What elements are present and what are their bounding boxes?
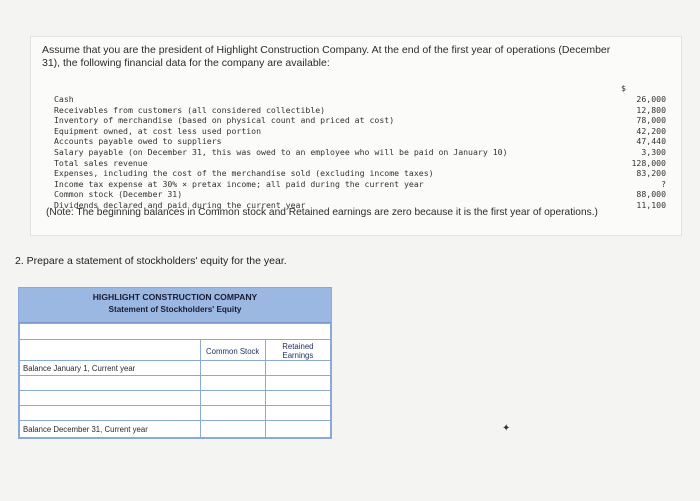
- row-label-input[interactable]: [20, 391, 201, 406]
- currency-symbol: $: [621, 83, 626, 93]
- list-item: Common stock (December 31) 88,000: [54, 189, 666, 200]
- col-header-retained-earnings: Retained Earnings: [265, 340, 330, 361]
- table-row: [20, 391, 331, 406]
- mouse-cursor-icon: ✦: [502, 423, 511, 434]
- list-item: Receivables from customers (all considered collectible) 12,800: [54, 104, 666, 115]
- table-row: [20, 324, 331, 340]
- note-text: (Note: The beginning balances in Common stock and Retained earnings are zero because it is the first year of operations.): [46, 207, 598, 218]
- list-item: Equipment owned, at cost less used portion 42,200: [54, 125, 666, 136]
- list-item: Dividends declared and paid during the current year 11,100: [54, 199, 666, 210]
- heading-input-cell[interactable]: [20, 324, 331, 340]
- table-row: [20, 421, 331, 438]
- col-header-common-stock: Common Stock: [200, 340, 265, 361]
- list-item: Inventory of merchandise (based on physical count and priced at cost) 78,000: [54, 115, 666, 126]
- problem-intro: Assume that you are the president of Highlight Construction Company. At the end of the first year of operations (December 31), the following financial data for the company are available:: [42, 44, 611, 69]
- common-stock-input[interactable]: [200, 406, 265, 421]
- retained-earnings-begin-input[interactable]: [265, 361, 330, 376]
- statement-header: [19, 288, 331, 323]
- retained-earnings-input[interactable]: [265, 376, 330, 391]
- list-item: Salary payable (on December 31, this was owed to an employee who will be paid on January 10) 3,300: [54, 146, 666, 157]
- row-label-balance-end: Balance December 31, Current year: [20, 421, 201, 438]
- table-row: [20, 340, 331, 361]
- list-item: Cash 26,000: [54, 94, 666, 104]
- list-item: Income tax expense at 30% × pretax income; all paid during the current year ?: [54, 178, 666, 189]
- financial-data-list: [54, 94, 674, 211]
- common-stock-input[interactable]: [200, 391, 265, 406]
- common-stock-begin-input[interactable]: [200, 361, 265, 376]
- list-item: Total sales revenue 128,000: [54, 157, 666, 168]
- equity-statement-form: [18, 287, 332, 439]
- list-item: Expenses, including the cost of the merchandise sold (excluding income taxes) 83,200: [54, 168, 666, 179]
- statement-title: Statement of Stockholders' Equity: [108, 305, 242, 314]
- retained-earnings-input[interactable]: [265, 406, 330, 421]
- table-row: [20, 406, 331, 421]
- question-heading: 2. Prepare a statement of stockholders' equity for the year.: [15, 255, 287, 267]
- row-label-input[interactable]: [20, 406, 201, 421]
- statement-table: [19, 323, 331, 438]
- table-row: [20, 361, 331, 376]
- blank-label-cell: [20, 340, 201, 361]
- table-row: [20, 376, 331, 391]
- company-name: HIGHLIGHT CONSTRUCTION COMPANY: [92, 292, 258, 302]
- row-label-balance-begin: Balance January 1, Current year: [20, 361, 201, 376]
- common-stock-input[interactable]: [200, 376, 265, 391]
- retained-earnings-end-input[interactable]: [265, 421, 330, 438]
- list-item: Accounts payable owed to suppliers 47,440: [54, 136, 666, 147]
- row-label-input[interactable]: [20, 376, 201, 391]
- common-stock-end-input[interactable]: [200, 421, 265, 438]
- retained-earnings-input[interactable]: [265, 391, 330, 406]
